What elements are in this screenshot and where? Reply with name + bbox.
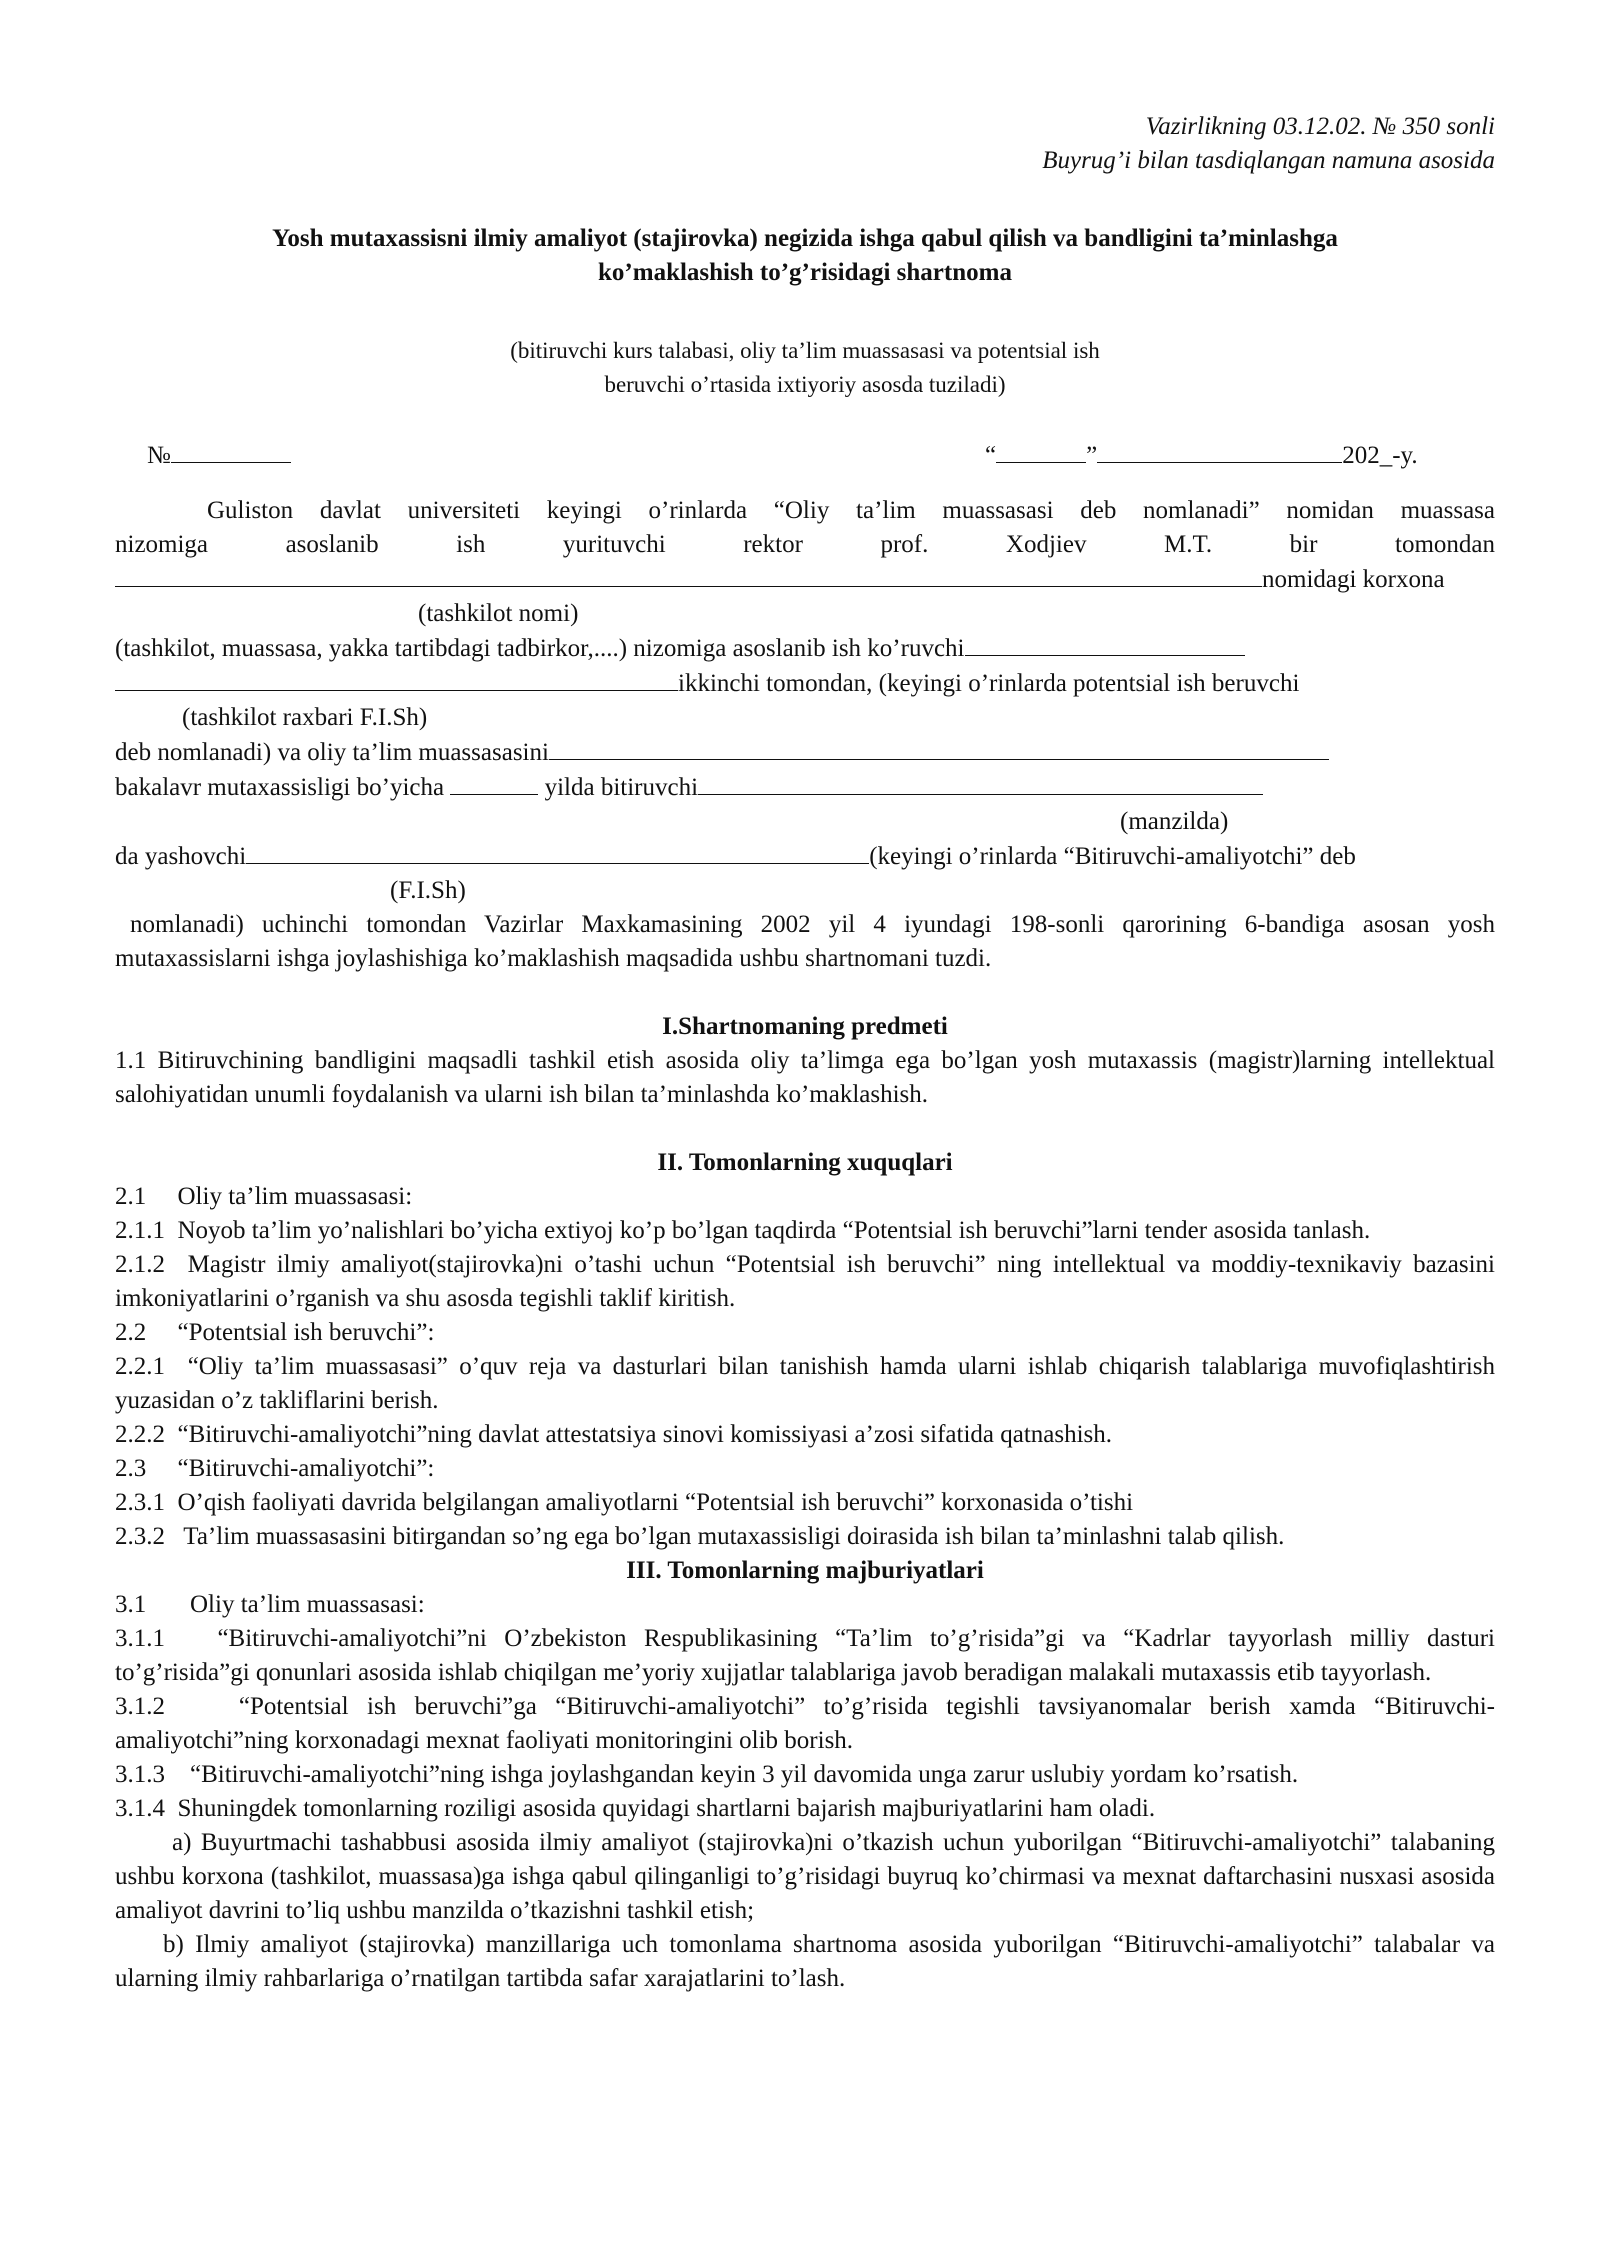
clause-2-2: 2.2 “Potentsial ish beruvchi”: [115,1319,435,1346]
clause-3-1-4-a: a) Buyurtmachi tashabbusi asosida ilmiy amaliyot (stajirovka)ni o’tkazish uchun yuborilgan “Bitiruvchi-amaliyotchi” talabaning ushbu korxona (tashkilot, muassasa)ga ishga qabul qilinganligi to’g’risidagi buyruq ko’chirmasi va mexnat daftarchasini nusxasi asosida amaliyot davrini to’liq ushbu manzilda o’tkazishni tashkil etish; [115,1829,1495,1924]
clause-3-1-2: 3.1.2 “Potentsial ish beruvchi”ga “Bitiruvchi-amaliyotchi” to’g’risida tegishli tavsiyanomalar berish xamda “Bitiruvchi-amaliyotchi”ning korxonadagi mexnat faoliyati monitoringini olib borish. [115,1693,1495,1754]
caption-organization: (tashkilot nomi) [418,600,579,627]
header-line-1: Vazirlikning 03.12.02. № 350 sonli [1145,113,1495,140]
institution-blank [549,735,1329,760]
caption-address: (manzilda) [1120,808,1229,835]
clause-2-1: 2.1 Oliy ta’lim muassasasi: [115,1183,413,1210]
subtitle-line-1: (bitiruvchi kurs talabasi, oliy ta’lim muassasasi va potentsial ish [510,338,1100,363]
year-label: 202_-y. [1342,442,1418,469]
clause-2-1-2: 2.1.2 Magistr ilmiy amaliyot(stajirovka)ni o’tashi uchun “Potentsial ish beruvchi” ning intellektual va moddiy-texnikaviy bazasini imkoniyatlarini o’rganish va shu asosda tegishli taklif kiritish. [115,1251,1502,1312]
clause-3-1-1: 3.1.1 “Bitiruvchi-amaliyotchi”ni O’zbekiston Respublikasining “Ta’lim to’g’risida”gi va “Kadrlar tayyorlash milliy dasturi to’g’risida”gi qonunlari asosida ishlab chiqilgan me’yoriy xujjatlar talablariga javob beradigan malakali mutaxassis etib tayyorlash. [115,1625,1502,1686]
document-title-line-2: ko’maklashish to’g’risidagi shartnoma [598,259,1012,286]
open-quote: “ [985,442,997,469]
caption-fish: (F.I.Sh) [390,877,466,904]
day-blank [996,438,1086,463]
caption-head: (tashkilot raxbari F.I.Sh) [182,704,428,731]
clause-2-2-1: 2.2.1 “Oliy ta’lim muassasasi” o’quv reja va dasturlari bilan tanishish hamda ularni ishlab chiqarish talablariga muvofiqlashtirish yuzasidan o’z takliflarini berish. [115,1353,1502,1414]
section-1-paragraph: 1.1 Bitiruvchining bandligini maqsadli tashkil etish asosida oliy ta’limga ega bo’lgan yosh mutaxassis (magistr)larning intellektual salohiyatidan unumli foydalanish va ularni ish bilan ta’minlashda ko’maklashish. [115,1047,1495,1108]
clause-2-3-1: 2.3.1 O’qish faoliyati davrida belgilangan amaliyotlarni “Potentsial ish beruvchi” korxonasida o’tishi [115,1489,1134,1516]
section-3-heading: III. Tomonlarning majburiyatlari [626,1557,984,1584]
clause-2-3: 2.3 “Bitiruvchi-amaliyotchi”: [115,1455,435,1482]
document-title-line-1: Yosh mutaxassisni ilmiy amaliyot (stajirovka) negizida ishga qabul qilish va bandligini ta’minlashga [272,225,1338,252]
clause-2-2-2: 2.2.2 “Bitiruvchi-amaliyotchi”ning davlat attestatsiya sinovi komissiyasi a’zosi sifatida qatnashish. [115,1421,1113,1448]
clause-2-1-1: 2.1.1 Noyob ta’lim yo’nalishlari bo’yicha extiyoj ko’p bo’lgan taqdirda “Potentsial ish beruvchi”larni tender asosida tanlash. [115,1217,1371,1244]
intro-line-3 [115,562,1495,597]
intro-line-7-text-a: bakalavr mutaxassisligi bo’yicha [115,774,445,801]
section-2-heading: II. Tomonlarning xuquqlari [657,1149,953,1176]
intro-line-4 [115,631,1495,666]
intro-line-4-text: (tashkilot, muassasa, yakka tartibdagi tadbirkor,....) nizomiga asoslanib ish ko’ruvchi [115,635,965,662]
number-date-line [115,438,1495,472]
number-blank [171,438,291,463]
intro-line-2: nizomiga asoslanib ish yurituvchi rektor prof. Xodjiev M.T. bir tomondan [115,531,1495,558]
subtitle-line-2: beruvchi o’rtasida ixtiyoriy asosda tuziladi) [604,372,1006,397]
organization-blank [115,562,1262,587]
clause-3-1: 3.1 Oliy ta’lim muassasasi: [115,1591,425,1618]
section-1-heading: I.Shartnomaning predmeti [662,1013,948,1040]
intro-line-8-text-b: (keyingi o’rinlarda “Bitiruvchi-amaliyotchi” deb [869,843,1356,870]
intro-line-1: Guliston davlat universiteti keyingi o’rinlarda “Oliy ta’lim muassasasi deb nomlanadi” nomidan muassasa [207,497,1495,524]
graduate-blank [698,770,1263,795]
intro-line-7 [115,770,1495,805]
intro-line-7-text-b: yilda bitiruvchi [544,774,699,801]
document-page [115,110,1502,1996]
year-graduate-blank [450,770,538,795]
intro-line-9: nomlanadi) uchinchi tomondan Vazirlar Maxkamasining 2002 yil 4 iyundagi 198-sonli qarorining 6-bandiga asosan yosh mutaxassislarni ishga joylashishiga ko’maklashish maqsadida ushbu shartnomani tuzdi. [115,911,1495,972]
intro-line-3-suffix: nomidagi korxona [1262,566,1445,593]
intro-line-6 [115,735,1495,770]
intro-line-5-suffix: ikkinchi tomondan, (keyingi o’rinlarda potentsial ish beruvchi [678,670,1300,697]
header-line-2: Buyrug’i bilan tasdiqlangan namuna asosida [1042,147,1495,174]
head-name-blank-1 [965,631,1245,656]
number-label: № [147,442,171,469]
clause-2-3-2: 2.3.2 Ta’lim muassasasini bitirgandan so’ng ega bo’lgan mutaxassisligi doirasida ish bilan ta’minlashni talab qilish. [115,1523,1285,1550]
close-quote: ” [1086,442,1098,469]
residence-blank [246,839,869,864]
head-name-blank-2 [115,666,678,691]
month-blank [1097,438,1342,463]
clause-3-1-4: 3.1.4 Shuningdek tomonlarning roziligi asosida quyidagi shartlarni bajarish majburiyatlarini ham oladi. [115,1795,1156,1822]
clause-3-1-4-b: b) Ilmiy amaliyot (stajirovka) manzillariga uch tomonlama shartnoma asosida yuborilgan “Bitiruvchi-amaliyotchi” talabalar va ularning ilmiy rahbarlariga o’rnatilgan tartibda safar xarajatlarini to’lash. [115,1931,1495,1992]
intro-line-5 [115,666,1495,701]
intro-line-6-text: deb nomlanadi) va oliy ta’lim muassasasini [115,739,549,766]
intro-line-8-text-a: da yashovchi [115,843,247,870]
intro-line-8 [115,839,1495,874]
clause-3-1-3: 3.1.3 “Bitiruvchi-amaliyotchi”ning ishga joylashgandan keyin 3 yil davomida unga zarur uslubiy yordam ko’rsatish. [115,1761,1299,1788]
